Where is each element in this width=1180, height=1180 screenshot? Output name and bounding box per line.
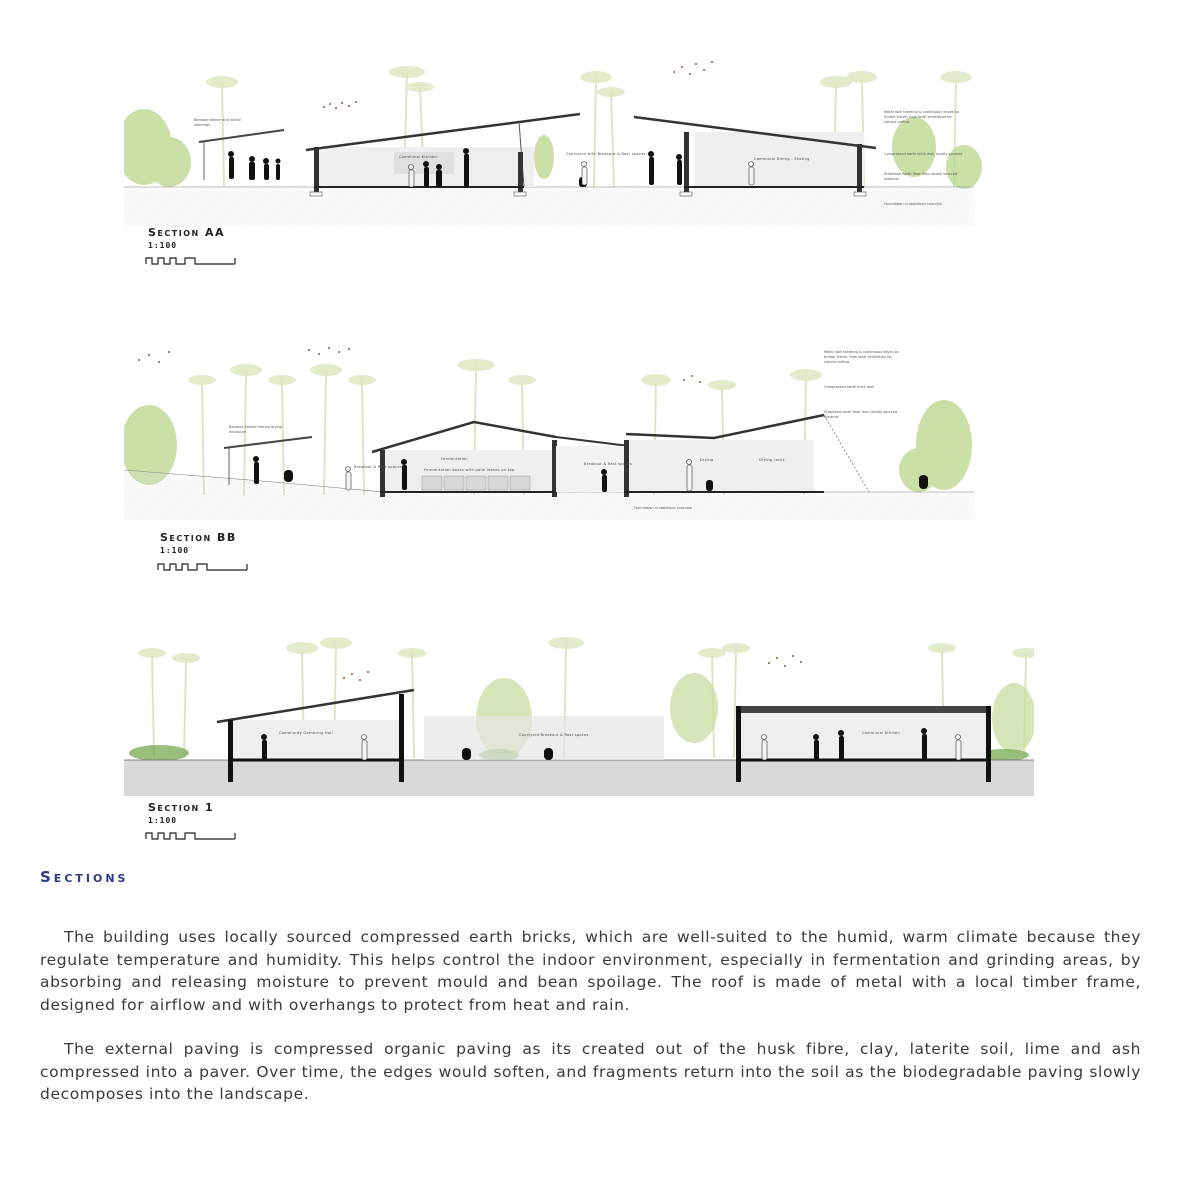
label-fermentation: Fermentation: [441, 457, 468, 461]
note-2: Metal roof sheeting & continuous eaves on timber frame, high level ventilation for natural airflow: [824, 350, 900, 364]
section-aa-drawing: [124, 52, 1034, 227]
note-3: Compressed earth brick wall: [824, 385, 874, 389]
note-5: Foundation in stabilised concrete: [884, 202, 942, 206]
label-gathering-hall: Community Gathering Hall: [279, 731, 333, 735]
scale-bar: [145, 830, 240, 840]
label-communal-kitchen: Communal Kitchen: [399, 155, 438, 159]
label-courtyard: Courtyard with Breakout & Rest spaces: [566, 152, 646, 156]
section-aa-title: Section AA: [148, 226, 226, 239]
note-4: Stabilised earth floor from locally sourced material: [824, 410, 898, 419]
label-breakout-left: Breakout & Rest spaces: [354, 465, 403, 469]
label-breakout-right: Breakout & Rest spaces: [584, 462, 633, 466]
section-bb-title: Section BB: [160, 531, 237, 544]
section-1-title: Section 1: [148, 801, 215, 814]
section-1-drawing: [124, 628, 1034, 796]
scale-bar: [145, 255, 240, 265]
note-2: Metal roof sheeting & continuous eaves on timber frame, high level ventilation for natural airflow: [884, 110, 960, 124]
scale-bar: [157, 561, 252, 571]
paragraph-bricks: The building uses locally sourced compressed earth bricks, which are well-suited to the humid, warm climate because they regulate temperature and humidity. This helps control the indoor environment, especially in fermentation and grinding areas, by absorbing and releasing moisture to prevent mould and bean spoilage. The roof is made of metal with a local timber frame, designed for airflow and with overhangs to protect from heat and rain.: [40, 928, 1141, 1014]
paragraph-paving: The external paving is compressed organic paving as its created out of the husk fibre, clay, laterite soil, lime and ash compressed into a paver. Over time, the edges would soften, and fragments return into the soil as the biodegradable paving slowly decomposes into the landscape.: [40, 1040, 1141, 1103]
label-communal-dining: Communal Dining - Seating: [754, 157, 810, 161]
label-drying-racks: Drying racks: [759, 458, 785, 462]
palm-fronds: [206, 66, 972, 97]
label-courtyard: Courtyard Breakout & Rest spaces: [519, 733, 589, 737]
section-bb-drawing: [124, 340, 1034, 520]
note-1: Bamboo timber framed drying enclosure: [229, 425, 283, 434]
label-communal-kitchen: Communal Kitchen: [862, 731, 901, 735]
note-3: Compressed earth brick wall, locally sourced: [884, 152, 963, 156]
label-drying: Drying: [700, 458, 714, 462]
section-bb-scale: 1:100: [160, 546, 190, 555]
section-1-scale: 1:100: [148, 816, 178, 825]
note-4: Stabilised earth floor from locally sourced material: [884, 172, 958, 181]
section-aa-scale: 1:100: [148, 241, 178, 250]
note-1: Bamboo timber and lattice openings: [194, 118, 241, 127]
birds: [323, 61, 713, 109]
page-heading: Sections: [40, 868, 129, 886]
label-fermentation-boxes: Fermentation boxes with palm leaves on top: [424, 468, 515, 472]
note-5: Foundation in stabilised concrete: [634, 506, 692, 510]
